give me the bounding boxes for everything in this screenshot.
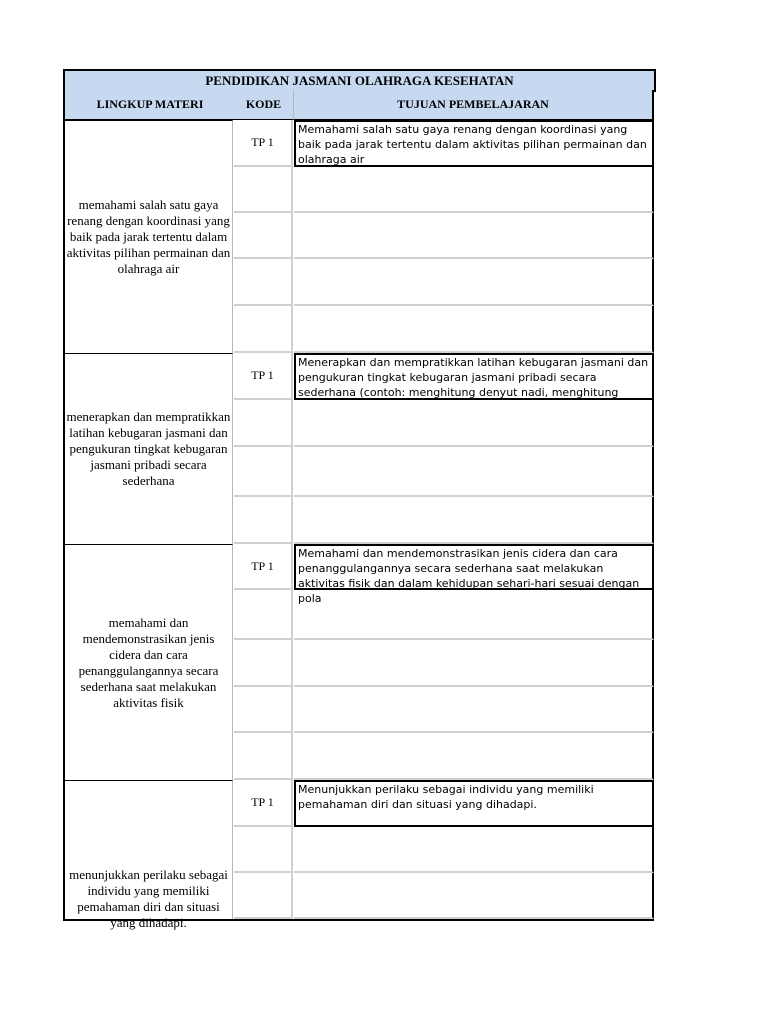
tujuan-cell[interactable]	[294, 306, 654, 353]
table-row	[234, 687, 654, 733]
lingkup-text: menunjukkan perilaku sebagai individu yang memiliki pemahaman diri dan situasi yang dihadapi.	[69, 867, 228, 930]
tujuan-cell[interactable]	[294, 400, 654, 447]
kode-cell[interactable]: TP 1	[234, 120, 293, 167]
kode-cell[interactable]	[234, 687, 293, 733]
tujuan-cell[interactable]	[294, 590, 654, 640]
table-row	[234, 400, 654, 447]
kode-cell[interactable]: TP 1	[234, 353, 293, 400]
table-row	[234, 447, 654, 497]
table-row	[234, 306, 654, 353]
kode-cell[interactable]: TP 1	[234, 544, 293, 590]
tujuan-cell[interactable]: Memahami dan mendemonstrasikan jenis cidera dan cara penanggulangannya secara sederhana saat melakukan aktivitas fisik dan dalam kehidupan sehari-hari sesuai dengan pola	[294, 544, 654, 590]
materi-group-2	[63, 353, 654, 544]
lingkup-text: memahami dan mendemonstrasikan jenis cidera dan cara penanggulangannya secara sederhana saat melakukan aktivitas fisik	[78, 614, 219, 710]
table-row	[234, 544, 654, 605]
tujuan-cell[interactable]	[294, 873, 654, 919]
tujuan-cell[interactable]	[294, 827, 654, 873]
tujuan-cell[interactable]	[294, 687, 654, 733]
materi-group-1	[63, 120, 654, 353]
tujuan-cell[interactable]	[294, 733, 654, 780]
lingkup-cell[interactable]	[63, 544, 233, 780]
kode-cell[interactable]	[234, 590, 293, 640]
table-row	[234, 590, 654, 640]
table-row	[234, 353, 654, 400]
materi-group-4	[63, 780, 654, 930]
kode-cell[interactable]	[234, 497, 293, 544]
kode-cell[interactable]	[234, 213, 293, 259]
tujuan-cell[interactable]	[294, 640, 654, 687]
table-bottom-border	[63, 919, 654, 921]
tujuan-cell[interactable]	[294, 259, 654, 306]
kode-cell[interactable]	[234, 733, 293, 780]
kode-cell[interactable]: TP 1	[234, 780, 293, 827]
tujuan-cell[interactable]: Menunjukkan perilaku sebagai individu yang memiliki pemahaman diri dan situasi yang dihadapi.	[294, 780, 654, 827]
lingkup-cell[interactable]	[63, 780, 233, 930]
lingkup-text: memahami salah satu gaya renang dengan koordinasi yang baik pada jarak tertentu dalam aktivitas pilihan permainan dan olahraga air	[66, 197, 231, 276]
kode-cell[interactable]	[234, 873, 293, 919]
tujuan-cell[interactable]	[294, 213, 654, 259]
lingkup-cell[interactable]	[63, 353, 233, 544]
table-row	[234, 873, 654, 919]
table-row	[234, 780, 654, 827]
tujuan-cell[interactable]: Menerapkan dan mempratikkan latihan kebugaran jasmani dan pengukuran tingkat kebugaran jasmani pribadi secara sederhana (contoh: menghitung denyut nadi, menghitung	[294, 353, 654, 400]
kode-cell[interactable]	[234, 447, 293, 497]
tujuan-cell[interactable]: Memahami salah satu gaya renang dengan koordinasi yang baik pada jarak tertentu dalam aktivitas pilihan permainan dan olahraga air	[294, 120, 654, 167]
kode-cell[interactable]	[234, 640, 293, 687]
tujuan-cell[interactable]	[294, 497, 654, 544]
table-title: PENDIDIKAN JASMANI OLAHRAGA KESEHATAN	[63, 69, 656, 92]
table-row	[234, 120, 654, 167]
table-row	[234, 733, 654, 780]
lingkup-cell[interactable]	[63, 120, 233, 353]
kode-cell[interactable]	[234, 306, 293, 353]
kode-cell[interactable]	[234, 167, 293, 213]
table-row	[234, 213, 654, 259]
kode-cell[interactable]	[234, 259, 293, 306]
header-lingkup-materi: LINGKUP MATERI	[63, 90, 236, 120]
table-row	[234, 827, 654, 873]
materi-group-3	[63, 544, 654, 780]
table-row	[234, 167, 654, 213]
kode-cell[interactable]	[234, 827, 293, 873]
tujuan-cell[interactable]	[294, 447, 654, 497]
header-tujuan-pembelajaran: TUJUAN PEMBELAJARAN	[294, 90, 654, 120]
table-row	[234, 259, 654, 306]
table-row	[234, 497, 654, 544]
table-row	[234, 640, 654, 687]
header-kode: KODE	[234, 90, 294, 120]
tujuan-cell[interactable]	[294, 167, 654, 213]
lingkup-text: menerapkan dan mempratikkan latihan kebugaran jasmani dan pengukuran tingkat kebugaran jasmani pribadi secara sederhana	[66, 409, 231, 488]
kode-cell[interactable]	[234, 400, 293, 447]
